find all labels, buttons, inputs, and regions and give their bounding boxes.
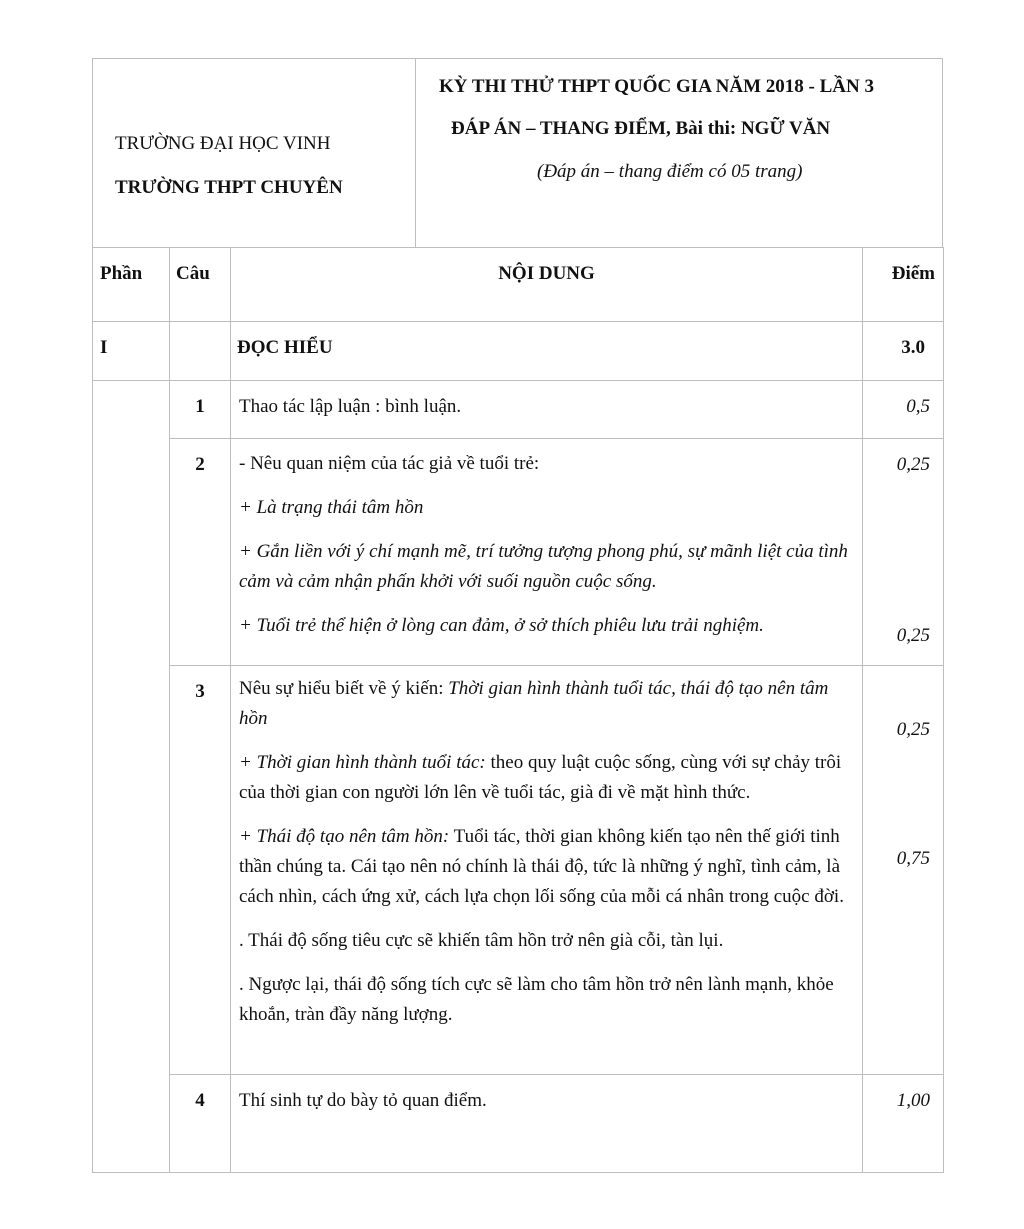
part-empty-cell xyxy=(93,381,170,1173)
content-line xyxy=(239,748,854,808)
section-part: I xyxy=(93,322,170,381)
page-count-note: (Đáp án – thang điểm có 05 trang) xyxy=(537,161,803,182)
score-value: 0,25 xyxy=(896,719,930,740)
document-header xyxy=(92,58,943,247)
content-line: + Là trạng thái tâm hồn xyxy=(239,497,424,518)
question-content: Thao tác lập luận : bình luận. xyxy=(231,381,863,439)
column-header-phan: Phần xyxy=(93,248,170,322)
content-text: Tuổi tác, thời gian không kiến tạo nên thế giới tinh thần chúng ta. Cái tạo nên nó chính là thái độ, tức là những ý nghĩ, tình cảm, là cách nhìn, cách ứng xử, cách lựa chọn lối sống của mỗi cá nhân trong cuộc đời. xyxy=(239,826,844,907)
score-value: 0,75 xyxy=(896,848,930,869)
content-quote: Thời gian hình thành tuổi tác, thái độ tạo nên tâm hồn xyxy=(239,678,829,729)
section-empty-cell xyxy=(170,322,231,381)
school-name-highschool: TRƯỜNG THPT CHUYÊN xyxy=(115,177,343,198)
section-title: ĐỌC HIỂU xyxy=(231,322,863,381)
content-text: theo quy luật cuộc sống, cùng với sự chảy trôi của thời gian con người lớn lên về tuổi tác, già đi về mặt hình thức. xyxy=(239,752,842,803)
column-header-cau: Câu xyxy=(170,248,231,322)
section-row xyxy=(93,322,944,381)
content-text: Nêu sự hiểu biết về ý kiến: xyxy=(239,678,449,699)
table-row-q4 xyxy=(93,1075,944,1173)
answer-table xyxy=(92,247,944,1173)
question-score: 0,5 xyxy=(863,381,944,439)
content-line xyxy=(239,674,854,734)
content-line: + Tuổi trẻ thể hiện ở lòng can đảm, ở sở thích phiêu lưu trải nghiệm. xyxy=(239,615,764,636)
content-line: - Nêu quan niệm của tác giả về tuổi trẻ: xyxy=(239,453,540,474)
question-content: Thí sinh tự do bày tỏ quan điểm. xyxy=(231,1075,863,1173)
content-line: . Thái độ sống tiêu cực sẽ khiến tâm hồn trở nên già cỗi, tàn lụi. xyxy=(239,930,724,951)
question-number: 2 xyxy=(170,439,231,666)
content-line: . Ngược lại, thái độ sống tích cực sẽ làm cho tâm hồn trở nên lành mạnh, khỏe khoắn, tràn đầy năng lượng. xyxy=(239,974,834,1025)
question-score xyxy=(863,439,944,666)
column-header-diem: Điểm xyxy=(863,248,944,322)
table-row-q2 xyxy=(93,439,944,666)
question-score: 1,00 xyxy=(863,1075,944,1173)
question-content xyxy=(231,439,863,666)
section-score: 3.0 xyxy=(863,322,944,381)
table-row-q1 xyxy=(93,381,944,439)
content-line: + Gắn liền với ý chí mạnh mẽ, trí tưởng tượng phong phú, sự mãnh liệt của tình cảm và cảm nhận phấn khởi với suối nguồn cuộc sống. xyxy=(239,541,848,592)
table-row-q3 xyxy=(93,666,944,1075)
question-number: 3 xyxy=(170,666,231,1075)
question-content xyxy=(231,666,863,1075)
score-value: 0,25 xyxy=(896,454,930,475)
exam-title: KỲ THI THỬ THPT QUỐC GIA NĂM 2018 - LẦN 3 xyxy=(439,76,874,97)
school-name-university: TRƯỜNG ĐẠI HỌC VINH xyxy=(115,133,331,154)
question-number: 1 xyxy=(170,381,231,439)
content-label: + Thái độ tạo nên tâm hồn: xyxy=(239,826,450,847)
header-divider xyxy=(415,59,416,247)
question-score xyxy=(863,666,944,1075)
answer-key-title: ĐÁP ÁN – THANG ĐIỂM, Bài thi: NGỮ VĂN xyxy=(451,118,831,139)
content-line xyxy=(239,822,854,912)
question-number: 4 xyxy=(170,1075,231,1173)
score-value: 0,25 xyxy=(896,625,930,646)
table-header-row xyxy=(93,248,944,322)
column-header-noi-dung: NỘI DUNG xyxy=(231,248,863,322)
answer-key-page xyxy=(92,58,943,1173)
content-label: + Thời gian hình thành tuổi tác: xyxy=(239,752,486,773)
